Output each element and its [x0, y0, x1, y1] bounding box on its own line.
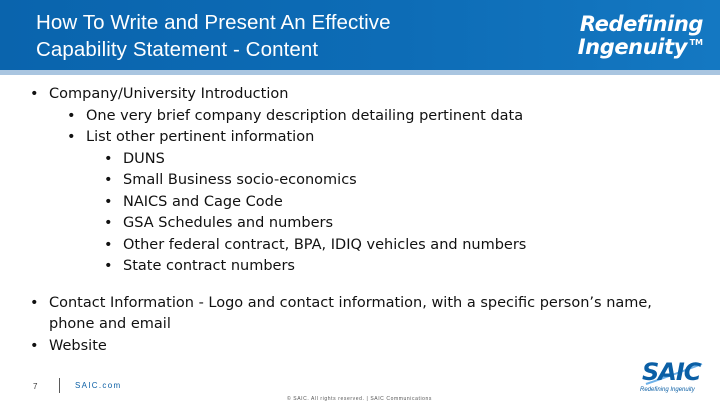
saic-logo [640, 360, 704, 396]
list-item: • GSA Schedules and numbers [104, 213, 689, 235]
bullet-contact-info: • Contact Information - Logo and contact information, with a specific person’s name, phone and email [30, 293, 689, 336]
brand-line-2: Ingenuity [577, 35, 687, 59]
list-item: • State contract numbers [104, 256, 689, 278]
bullet-list [30, 84, 689, 357]
brand-line-1: Redefining [579, 12, 703, 36]
list-item: • NAICS and Cage Code [104, 192, 689, 214]
logo-wordmark: SAIC [642, 358, 701, 386]
logo-tagline: Redefining Ingenuity [640, 387, 695, 393]
slide-body [30, 84, 689, 357]
sub-bullet-other-info [67, 127, 689, 278]
sub-bullet-description-label: One very brief company description detailing pertinent data [86, 107, 524, 124]
footer [0, 366, 720, 405]
page-number: 7 [33, 382, 38, 391]
list-item: • Other federal contract, BPA, IDIQ vehicles and numbers [104, 235, 689, 257]
nested-bullet-list [86, 149, 689, 278]
header-accent-stripe [0, 70, 720, 75]
trademark-mark: TM [689, 38, 703, 47]
bullet-company-intro [30, 84, 689, 278]
sub-bullet-list [49, 106, 689, 278]
slide-title-line-2: Capability Statement - Content [36, 38, 319, 61]
slide-title-line-1: How To Write and Present An Effective [36, 11, 391, 34]
brand-tagline [578, 12, 703, 58]
website-link[interactable]: SAIC.com [75, 381, 122, 390]
footer-divider [59, 378, 60, 393]
sub-bullet-other-info-label: List other pertinent information [86, 129, 315, 145]
bullet-company-intro-label: Company/University Introduction [49, 86, 289, 102]
header-bar [0, 0, 720, 70]
copyright-notice: © SAIC. All rights reserved. | SAIC Communications [287, 396, 433, 402]
bullet-website: • Website [30, 336, 689, 358]
list-item: • DUNS [104, 149, 689, 171]
slide-title [36, 9, 391, 63]
sub-bullet-description [67, 106, 689, 128]
list-item: • Small Business socio-economics [104, 170, 689, 192]
